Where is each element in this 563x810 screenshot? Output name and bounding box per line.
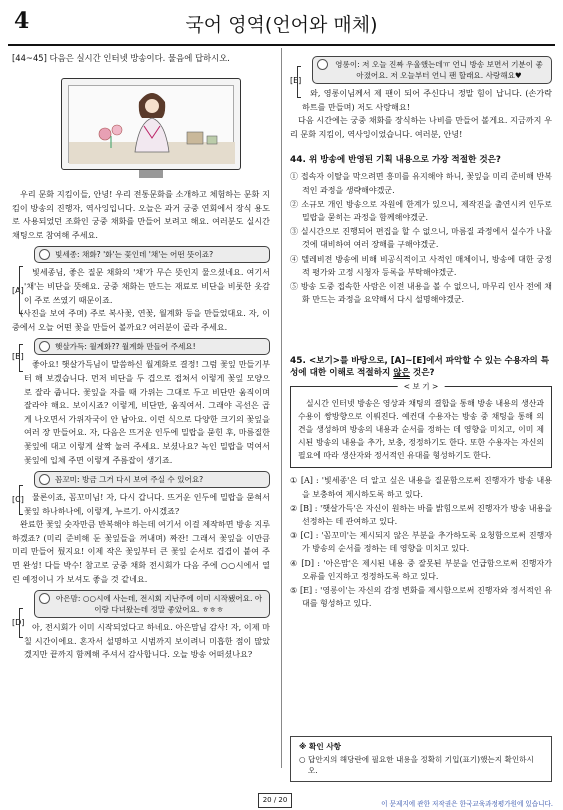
chat-message-c: 꼼꼬미: 방금 그거 다시 보여 주실 수 있어요?	[34, 471, 270, 488]
monitor-stand	[139, 170, 163, 178]
passage-mid2: 완료한 꽃잎 숫자만큼 반복해야 하는데 여기서 이걸 제작하면 방송 지루하겠죠? (미리 준비해 둔 꽃잎들을 꺼내며) 짜잔! 그래서 꽃잎을 이만큼 미리 만들어 뒀지요! 이제 작은 꽃잎부터 큰 꽃잎 순서로 겹겹이 붙여 주면 완성! 다들 박수! 참고로 궁중 채화 전시회가 다음 주에 ○○시에서 열린 예정이니 가 보셔도 좋을 것 같네요.	[12, 519, 270, 584]
header-rule	[8, 44, 555, 46]
bogi-text: 실시간 인터넷 방송은 영상과 채팅의 결합을 통해 방송 내용의 생산과 수용이 쌍방향으로 이뤄진다. 예컨대 수용자는 방송 중 채팅을 통해 의견을 생성하며 방송의 내용과 순서를 정하는 데 영향을 미치고, 이미 제시된 방송의 내용을 추가, 보충, 정정하기도 한다. 또한 수용자는 자신의 필요에 따라 생산자와 정서적인 유대를 형성하기도 한다.	[298, 399, 544, 461]
q45-option[interactable]: ③ [C] : '꼼꼬미'는 제시되지 않은 부분을 추가하도록 요청함으로써 진행자가 방송의 순서를 정하는 데 영향을 미치고 있다.	[290, 531, 552, 554]
q45-option[interactable]: ② [B] : '햇살가득'은 자신이 원하는 바를 밝힘으로써 진행자가 방송 내용을 선정하는 데 관여하고 있다.	[290, 503, 552, 527]
block-a	[12, 246, 270, 307]
passage-closing: 다음 시간에는 궁중 채화를 장식하는 나비를 만들어 볼게요. 지금까지 우리 문화 지킴이, 역사잉이었습니다. 여러분, 안녕!	[290, 115, 552, 139]
copyright-notice: 이 문제지에 관한 저작권은 한국교육과정평가원에 있습니다.	[381, 800, 553, 808]
user-avatar-icon	[39, 249, 50, 260]
block-c	[12, 471, 270, 518]
broadcast-illustration	[21, 70, 261, 182]
passage-mid1: (사진을 보여 주며) 주로 복사꽃, 연꽃, 월계화 등을 만들었대요. 자, 이 중에서 오늘 어떤 꽃을 만들어 볼까요? 여러분이 골라 주세요.	[12, 308, 270, 332]
user-avatar-icon	[317, 59, 328, 70]
block-d-label: [D]	[12, 618, 25, 628]
host-figure-icon	[69, 86, 235, 164]
question-44-options	[290, 170, 552, 306]
check-text: ○ 답안지의 해당란에 필요한 내용을 정확히 기입(표기)했는지 확인하시오.	[299, 755, 534, 775]
question-45-options	[290, 474, 552, 610]
block-e-text: 와, 영롱이님께서 제 팬이 되어 주신다니 정말 힘이 납니다. (손가락 하트를 만들며) 저도 사랑해요!	[302, 88, 552, 112]
block-e-label: [E]	[290, 76, 302, 85]
q45-option[interactable]: ① [A] : '빛세종'은 더 알고 싶은 내용을 질문함으로써 진행자가 방송 내용을 보충하여 제시하도록 하고 있다.	[290, 476, 552, 499]
question-45-title: 45. <보기>를 바탕으로, [A]~[E]에서 파악할 수 있는 수용자의 특성에 대한 이해로 적절하지 않은 것은?	[290, 356, 550, 379]
page-number: 4	[14, 8, 30, 34]
block-b	[12, 338, 270, 467]
q44-option[interactable]: ① 접속자 이탈을 막으려면 흥미를 유지해야 하니, 꽃잎을 미리 준비해 반복적인 과정을 생략해야겠군.	[290, 172, 552, 195]
question-intro: [44~45] 다음은 실시간 인터넷 방송이다. 물음에 답하시오.	[12, 53, 230, 63]
bogi-label: < 보 기 >	[398, 381, 445, 392]
block-e	[290, 56, 552, 114]
chat-message-d: 아은맘: ○○시에 사는데, 전시회 지난주에 이미 시작됐어요. 아이랑 다녀왔는데 정말 좋았어요. ㅎㅎㅎ	[34, 590, 270, 618]
block-c-label: [C]	[12, 495, 24, 505]
chat-message-b: 햇살가득: 월계화?? 월계화 만들어 주세요!	[34, 338, 270, 355]
right-column	[290, 52, 552, 611]
section-title: 국어 영역(언어와 매체)	[185, 14, 378, 36]
monitor-icon	[61, 78, 241, 170]
block-a-text: 빛세종님, 좋은 질문 채화의 '채'가 무슨 뜻인지 물으셨네요. 여기서 '채'는 비단을 뜻해요. 궁중 채화는 만드는 재료로 비단을 비롯한 옷감이 주로 쓰였기 때문이죠.	[24, 267, 270, 305]
page-header	[8, 6, 555, 44]
user-avatar-icon	[39, 341, 50, 352]
q44-option[interactable]: ② 소규모 개인 방송으로 자원에 한계가 있으니, 제작진을 출연시켜 인두로 밀랍을 묻히는 과정을 함께해야겠군.	[290, 199, 552, 222]
chat-message-a: 빛세종: 채화? '화'는 꽃인데 '채'는 어떤 뜻이죠?	[34, 246, 270, 263]
block-d	[12, 590, 270, 662]
block-a-label: [A]	[12, 286, 24, 296]
page-count: 20 / 20	[258, 793, 292, 808]
block-c-text: 물론이죠, 꼼꼬미님! 자, 다시 갑니다. 뜨거운 인두에 밀랍을 묻혀서 꽃잎 하나하나에, 이렇게, 누르기. 아시겠죠?	[24, 492, 270, 516]
block-b-text: 좋아요! 햇살가득님이 말씀하신 월계화로 결정! 그럼 꽃잎 만들기부터 해 보겠습니다. 먼저 비단을 두 겹으로 접쳐서 이렇게 꽃잎 모양으로 잘라 줍니다. 꽃잎을 자를 때 가위는 그대로 두고 비단만 움직이며 잘라야 해요. 보이시죠? 이렇게, 비단만, 움직여서. 그래야 곡선은 곱게 나오면서 가위자국이 안 남아요. 이런 식으로 다양한 크기의 꽃잎을 여러 장 만들어요. 자, 다음은 뜨거운 인두에 밀랍을 묻힌 후, 마름질한 꽃잎에 대고 이렇게 살짝 눌러 주세요. 보셨나요? 녹인 밀랍을 먹여서 꽃잎에 입체 주면 이렇게 주름잡이 생기죠.	[24, 359, 270, 465]
passage-opening: 우리 문화 지킴이들, 안녕! 우리 전통문화를 소개하고 체험하는 문화 지킴이 방송의 진행자, 역사잉입니다. 오늘은 과거 궁중 연회에서 장식 용도로 사용되었던 조화인 궁중 채화를 만들어 보려고 해요. 여러분도 실시간 채팅으로 참여해 주세요.	[12, 189, 270, 240]
user-avatar-icon	[39, 593, 50, 604]
q44-option[interactable]: ③ 실시간으로 진행되어 편집을 할 수 없으니, 마름질 과정에서 실수가 나올 것에 대비하여 여러 장해를 구해야겠군.	[290, 227, 552, 250]
block-b-label: [B]	[12, 352, 24, 362]
block-d-text: 아, 전시회가 이미 시작되었다고 하네요. 아은맘님 감사! 자, 이제 마칠 시간이에요. 혼자서 설명하고 시범까지 보이려니 미흡한 점이 많았겠지만 끝까지 함께해 주셔서 감사합니다. 오늘 방송 어떠셨나요?	[24, 622, 270, 660]
user-avatar-icon	[39, 474, 50, 485]
q45-option[interactable]: ④ [D] : '아은맘'은 제시된 내용 중 잘못된 부분을 언급함으로써 진행자가 오류를 인지하고 정정하도록 하고 있다.	[290, 558, 552, 581]
q44-option[interactable]: ⑤ 방송 도중 접속한 사람은 이전 내용을 볼 수 없으니, 마무리 인사 전에 채화 만드는 과정을 요약해서 다시 설명해야겠군.	[290, 282, 552, 305]
left-column	[12, 52, 270, 662]
chat-message-e: 영롱이: 저 오늘 진짜 우울했는데ㅠ 언니 방송 보면서 기분이 좋아졌어요. 저 오늘부터 언니 팬 할래요. 사랑해요♥	[312, 56, 552, 84]
bogi-box	[290, 382, 552, 468]
question-44-title: 44. 위 방송에 반영된 기획 내용으로 가장 적절한 것은?	[290, 155, 501, 166]
check-notice-box	[290, 736, 552, 782]
q45-option[interactable]: ⑤ [E] : '영롱이'는 자신의 감정 변화를 제시함으로써 진행자와 정서적인 유대를 형성하고 있다.	[290, 586, 552, 609]
check-title: ※ 확인 사항	[299, 742, 342, 751]
q44-option[interactable]: ④ 텔레비전 방송에 비해 비공식적이고 사적인 매체이니, 방송에 대한 궁정적 평가와 고정 시청자 등록을 부탁해야겠군.	[290, 254, 552, 277]
column-divider	[281, 48, 282, 768]
